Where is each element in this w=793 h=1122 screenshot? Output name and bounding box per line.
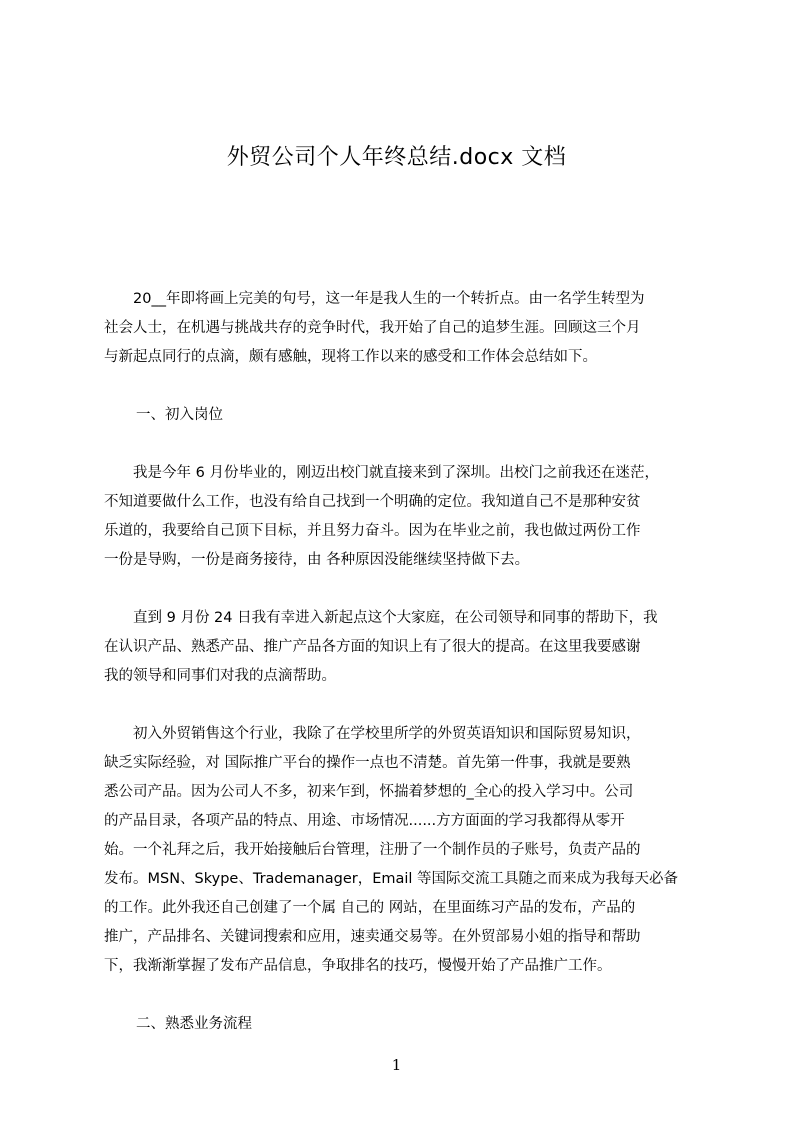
text-line: 乐道的，我要给自己顶下目标，并且努力奋斗。因为在毕业之前，我也做过两份工作 xyxy=(104,523,641,539)
heading-text: 一、初入岗位 xyxy=(136,407,223,423)
text-line: 在认识产品、熟悉产品、推广产品各方面的知识上有了很大的提高。在这里我要感谢 xyxy=(104,639,641,655)
paragraph-intro xyxy=(104,285,700,372)
section-heading xyxy=(104,1010,700,1039)
paragraph-joining xyxy=(104,604,700,691)
text-line: 的工作。此外我还自己创建了一个属 自己的 网站，在里面练习产品的发布，产品的 xyxy=(104,900,636,916)
text-line: 悉公司产品。因为公司人不多，初来乍到，怀揣着梦想的_全心的投入学习中。公司 xyxy=(104,784,634,800)
text-line: 初入外贸销售这个行业，我除了在学校里所学的外贸英语知识和国际贸易知识， xyxy=(104,726,641,742)
text-line: 始。一个礼拜之后，我开始接触后台管理，注册了一个制作员的子账号，负责产品的 xyxy=(104,842,641,858)
text-line: 我是今年 6 月份毕业的，刚迈出校门就直接来到了深圳。出校门之前我还在迷茫， xyxy=(104,465,659,481)
paragraph-learning xyxy=(104,720,700,981)
document-title: 外贸公司个人年终总结.docx 文档 xyxy=(226,145,567,170)
text-line: 20__年即将画上完美的句号，这一年是我人生的一个转折点。由一名学生转型为 xyxy=(104,291,645,307)
text-line: 一份是导购，一份是商务接待，由 各种原因没能继续坚持做下去。 xyxy=(104,552,530,568)
text-line: 缺乏实际经验，对 国际推广平台的操作一点也不清楚。首先第一件事，我就是要熟 xyxy=(104,755,631,771)
text-line: 不知道要做什么工作，也没有给自己找到一个明确的定位。我知道自己不是那种安贫 xyxy=(104,494,641,510)
text-line: 下，我渐渐掌握了发布产品信息，争取排名的技巧，慢慢开始了产品推广工作。 xyxy=(104,958,612,974)
section-heading xyxy=(104,401,700,430)
document-body xyxy=(104,285,700,1039)
heading-text: 二、熟悉业务流程 xyxy=(136,1016,252,1032)
text-line: 我的领导和同事们对我的点滴帮助。 xyxy=(104,668,336,684)
page-number: 1 xyxy=(391,1056,402,1074)
text-line: 直到 9 月份 24 日我有幸进入新起点这个大家庭，在公司领导和同事的帮助下，我 xyxy=(104,610,658,626)
text-line: 的产品目录，各项产品的特点、用途、市场情况......方方面面的学习我都得从零开 xyxy=(104,813,625,829)
paragraph-first-job xyxy=(104,459,700,575)
text-line: 社会人士，在机遇与挑战共存的竞争时代，我开始了自己的追梦生涯。回顾这三个月 xyxy=(104,320,641,336)
text-line: 发布。MSN、Skype、Trademanager，Email 等国际交流工具随之而来成为我每天必备 xyxy=(104,871,679,887)
text-line: 推广，产品排名、关键词搜索和应用，速卖通交易等。在外贸部易小姐的指导和帮助 xyxy=(104,929,641,945)
text-line: 与新起点同行的点滴，颇有感触，现将工作以来的感受和工作体会总结如下。 xyxy=(104,349,597,365)
